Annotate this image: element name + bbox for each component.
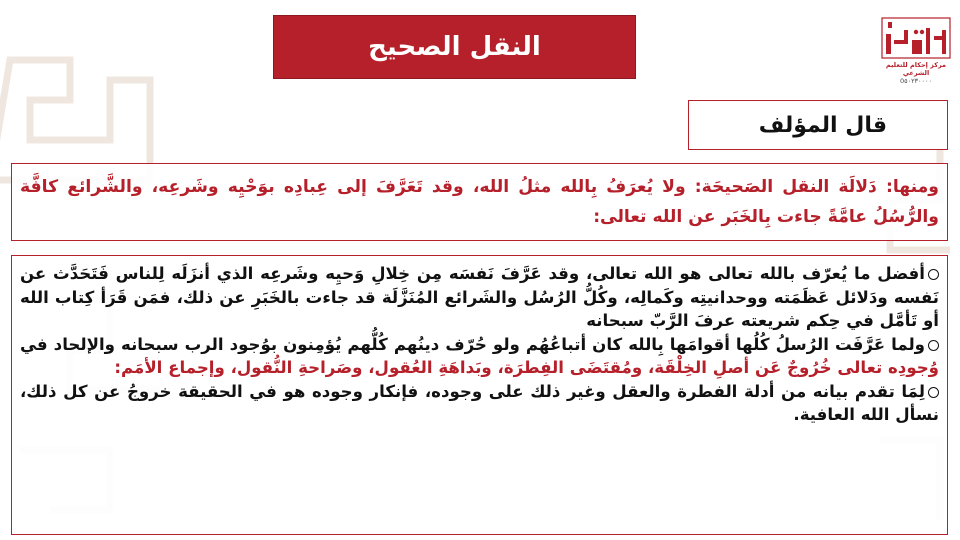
circle-bullet-icon (928, 269, 939, 280)
explanation-paragraph-2-highlight: وُجودِه تعالى خُرُوجٌ عَن أصلِ الخِلْقَة، ومُقتَضَى الفِطرَة، وبَداهَةِ العُقول، وصَراحةِ النُّقول، وإجماع الأمَم: (114, 358, 939, 377)
circle-bullet-icon (928, 387, 939, 398)
explanation-paragraph-3-text: لِمَا تقدم بيانه من أدلة الفطرة والعقل وغير ذلك على وجوده، فإنكار وجوده هو في الحقيقة خروجُ عن كل ذلك، نسأل الله العافية. (20, 381, 939, 424)
author-quote-text: ومنها: دَلالَة النقل الصَحيحَة: ولا يُعرَفُ بِالله مثلُ الله، وقد تَعَرَّفَ إلى عِبادِه بوَحْيِه وشَرعِه، والشَّرائع كافَّة والرُّسُلُ عامَّةً جاءت بِالخَبَر عن الله تعالى: (20, 177, 939, 227)
section-label: قال المؤلف (758, 112, 887, 138)
slide-title-text: النقل الصحيح (368, 32, 541, 62)
section-label-box (688, 100, 948, 150)
circle-bullet-icon (928, 340, 939, 351)
slide-title (273, 15, 636, 79)
explanation-paragraph-3 (20, 380, 939, 427)
explanation-paragraph-1-text: أفضل ما يُعرّف بالله تعالى هو الله تعالى، وقد عَرَّفَ نَفسَه مِن خِلالِ وَحيِه وشَرعِه الذي أنزَلَه لِلناس فَتَحَدَّث عن نَفسه ودَلائل عَظَمَته ووحدانيتِه وكَمالِه، وكُلُّ الرُسُل والشَرائع المُنَزَّلَة قد جاءت بالخَبَرِ عن ذلك، فمَن قَرَأ كِتاب الله أو تَأمَّل في حِكم شريعته عرفَ الرَّبّ سبحانه (20, 264, 939, 330)
explanation-box (11, 255, 948, 535)
logo-caption-text: مركز إحكام للتعليم الشرعي (885, 61, 947, 77)
explanation-paragraph-2-text: ولما عَرَّفَت الرُسلُ كُلُها أقوامَها بِالله كان أتباعُهُم ولو حُرّف دينُهم كُلُّهم يُؤمِنون بوُجود الرب سبحانه والإلحاد في (20, 334, 925, 354)
explanation-paragraph-1 (20, 262, 939, 333)
author-quote-box (11, 163, 948, 241)
logo-subcaption-text: 0٥٠٢٣٠٠٠٠ (899, 77, 933, 85)
logo-caption (874, 61, 958, 85)
explanation-paragraph-2 (20, 333, 939, 380)
